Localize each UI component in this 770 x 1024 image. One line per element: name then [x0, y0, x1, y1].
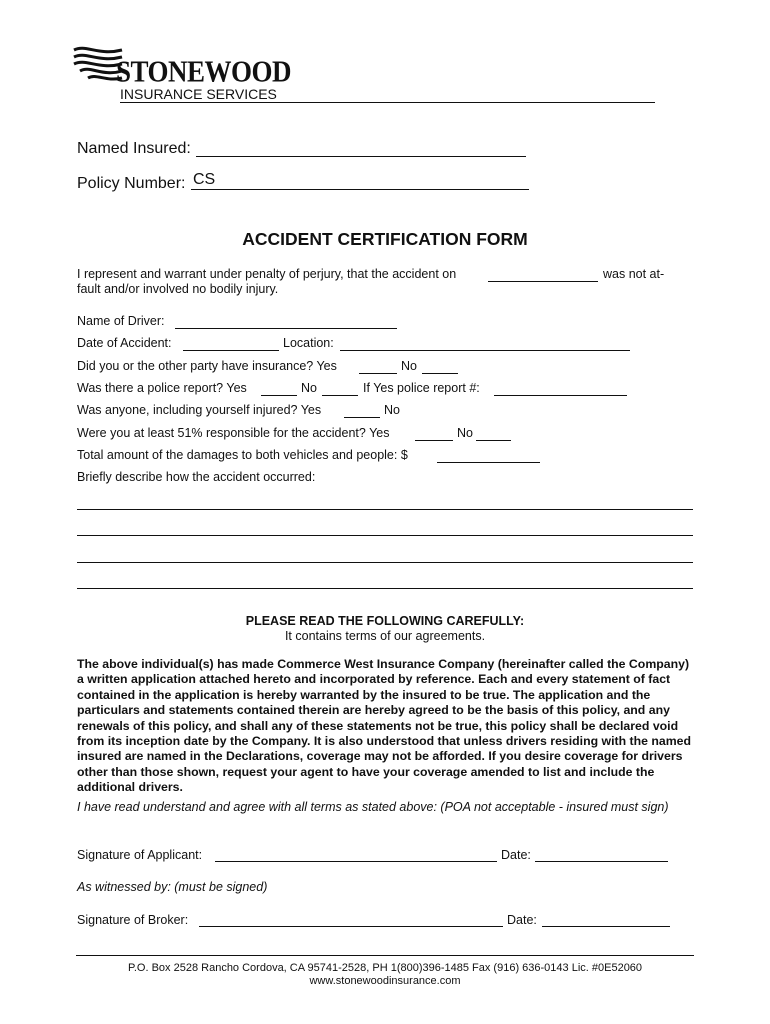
- applicant-date-field[interactable]: [535, 861, 668, 862]
- description-line[interactable]: [77, 535, 693, 536]
- broker-date-field[interactable]: [542, 926, 670, 927]
- location-label: Location:: [283, 336, 334, 350]
- policy-number-label: Policy Number:: [77, 175, 186, 192]
- police-report-question: Was there a police report? Yes: [77, 381, 247, 395]
- header-rule: [120, 102, 655, 103]
- responsible-question: Were you at least 51% responsible for the accident? Yes: [77, 426, 390, 440]
- terms-subheading: It contains terms of our agreements.: [284, 629, 486, 643]
- footer-rule: [76, 955, 694, 956]
- injured-no-label: No: [384, 403, 400, 417]
- insurance-yes-field[interactable]: [359, 373, 397, 374]
- applicant-signature-field[interactable]: [215, 861, 497, 862]
- damages-question: Total amount of the damages to both vehicles and people: $: [77, 448, 408, 462]
- damages-amount-field[interactable]: [437, 462, 540, 463]
- form-title: ACCIDENT CERTIFICATION FORM: [242, 229, 528, 249]
- description-line[interactable]: [77, 562, 693, 563]
- police-report-number-label: If Yes police report #:: [363, 381, 480, 395]
- description-line[interactable]: [77, 509, 693, 510]
- broker-signature-field[interactable]: [199, 926, 503, 927]
- terms-heading: PLEASE READ THE FOLLOWING CAREFULLY:: [245, 614, 525, 628]
- name-of-driver-label: Name of Driver:: [77, 314, 165, 328]
- applicant-date-label: Date:: [501, 848, 531, 862]
- responsible-no-field[interactable]: [476, 440, 511, 441]
- footer-website: www.stonewoodinsurance.com: [309, 975, 461, 987]
- intro-line-2: fault and/or involved no bodily injury.: [77, 282, 279, 296]
- injured-yes-field[interactable]: [344, 417, 380, 418]
- insurance-question: Did you or the other party have insurance? Yes: [77, 359, 337, 373]
- applicant-signature-label: Signature of Applicant:: [77, 848, 203, 862]
- insurance-no-label: No: [401, 359, 417, 373]
- insurance-no-field[interactable]: [422, 373, 458, 374]
- police-yes-field[interactable]: [261, 395, 297, 396]
- footer-address: P.O. Box 2528 Rancho Cordova, CA 95741-2528, PH 1(800)396-1485 Fax (916) 636-0143 Lic. #0E52060: [127, 962, 643, 974]
- date-of-accident-field[interactable]: [183, 350, 279, 351]
- intro-line-1-end: was not at-: [603, 267, 665, 281]
- policy-number-field[interactable]: [191, 189, 529, 190]
- responsible-yes-field[interactable]: [415, 440, 453, 441]
- accident-date-field[interactable]: [488, 281, 598, 282]
- policy-number-value: CS: [193, 171, 216, 188]
- responsible-no-label: No: [457, 426, 473, 440]
- named-insured-field[interactable]: [196, 156, 526, 157]
- broker-date-label: Date:: [507, 913, 537, 927]
- police-report-number-field[interactable]: [494, 395, 627, 396]
- named-insured-label: Named Insured:: [77, 140, 191, 157]
- describe-accident-label: Briefly describe how the accident occurred:: [77, 470, 316, 484]
- agreement-statement: I have read understand and agree with all terms as stated above: (POA not acceptable - insured must sign): [77, 800, 669, 814]
- company-brand: STONEWOOD: [116, 53, 292, 89]
- description-line[interactable]: [77, 588, 693, 589]
- name-of-driver-field[interactable]: [175, 328, 397, 329]
- police-no-field[interactable]: [322, 395, 358, 396]
- police-no-label: No: [301, 381, 317, 395]
- terms-paragraph: The above individual(s) has made Commerce West Insurance Company (hereinafter called the Company) a written application attached hereto and incorporated by reference. Each and every statement of fact contained in the application is hereby warranted by the insured to be true. The application and the particulars and statements contained therein are hereby agreed to be the basis of this policy, and any renewals of this policy, and shall any of these statements not be true, this policy shall be declared void from its inception date by the Company. It is also understood that unless drivers residing with the named insured are named in the Declarations, coverage may not be afforded. If you desire coverage for drivers other than those shown, request your agent to have your coverage amended to list and include the additional drivers.: [77, 657, 692, 795]
- injured-question: Was anyone, including yourself injured? Yes: [77, 403, 322, 417]
- intro-line-1: I represent and warrant under penalty of perjury, that the accident on: [77, 267, 457, 281]
- witness-note: As witnessed by: (must be signed): [77, 880, 268, 894]
- date-of-accident-label: Date of Accident:: [77, 336, 172, 350]
- location-field[interactable]: [340, 350, 630, 351]
- broker-signature-label: Signature of Broker:: [77, 913, 189, 927]
- company-services: INSURANCE SERVICES: [120, 86, 277, 102]
